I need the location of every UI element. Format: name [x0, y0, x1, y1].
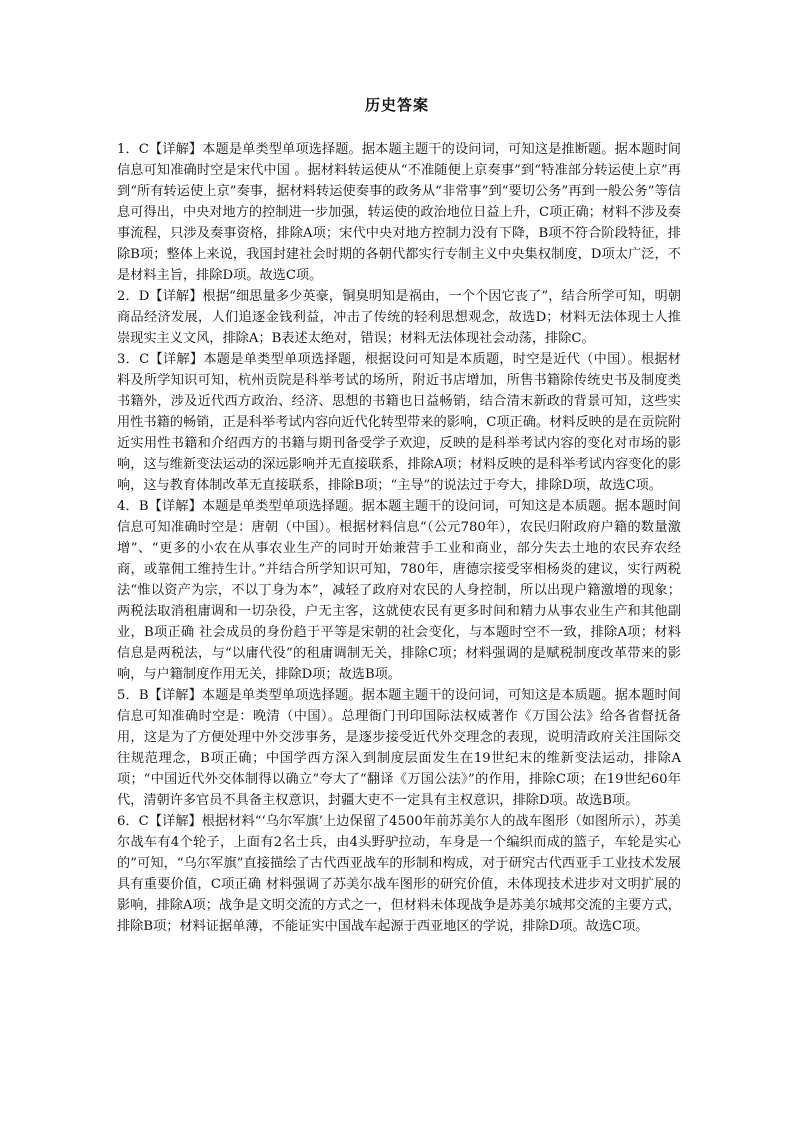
answer-3: 3．C【详解】本题是单类型单项选择题，根据设问可知是本质题，时空是近代（中国）。根据材料及所学知识可知，杭州贡院是科举考试的场所，附近书店增加，所售书籍除传统史书及制度类书籍外，涉及近代西方政治、经济、思想的书籍也日益畅销，结合清末新政的背景可知，这些实用性书籍的畅销，正是科举考试内容向近代化转型带来的影响，C项正确。材料反映的是在贡院附近实用性书籍和介绍西方的书籍与期刊备受学子欢迎，反映的是科举考试内容的变化对市场的影响，这与维新变法运动的深远影响并无直接联系，排除A项；材料反映的是科举考试内容变化的影响，这与教育体制改革无直接联系，排除B项；“主导”的说法过于夸大，排除D项，故选C项。 [117, 352, 681, 493]
answer-6: 6．C【详解】根据材料“‘乌尔军旗’上边保留了4500年前苏美尔人的战车图形（如图所示），苏美尔战车有4个轮子，上面有2名士兵，由4头野驴拉动，车身是一个编织而成的篮子，车轮是实心的”可知，“乌尔军旗”直接描绘了古代西亚战车的形制和构成，对于研究古代西亚手工业技术发展具有重要价值，C项正确 材料强调了苏美尔战车图形的研究价值，未体现技术进步对文明扩展的影响，排除A项；战争是文明交流的方式之一，但材料未体现战争是苏美尔城邦交流的主要方式，排除B项；材料证据单薄，不能证实中国战车起源于西亚地区的学说，排除D项。故选C项。 [117, 814, 681, 934]
page-title: 历史答案 [364, 96, 429, 114]
answer-1: 1．C【详解】本题是单类型单项选择题。据本题主题干的设问词，可知这是推断题。据本题时间信息可知准确时空是宋代中国 。据材料转运使从“不准随便上京奏事”到“特准部分转运使上京”再到“所有转运使上京”奏事，据材料转运使奏事的政务从“非常事”到“要切公务”再到一般公务”等信息可得出，中央对地方的控制进一步加强，转运使的政治地位日益上升，C项正确；材料不涉及奏事流程，只涉及奏事资格，排除A项；宋代中央对地方控制力没有下降，B项不符合阶段特征，排除B项；整体上来说，我国封建社会时期的各朝代都实行专制主义中央集权制度，D项太广泛，不是材料主旨，排除D项。故选C项。 [117, 142, 681, 283]
answer-5: 5．B【详解】本题是单类型单项选择题。据本题主题干的设问词，可知这是本质题。据本题时间信息可知准确时空是：晚清（中国）。总理衙门刊印国际法权威著作《万国公法》给各省督抚备用，这是为了方便处理中外交涉事务，是逐步接受近代外交理念的表现，说明清政府关注国际交往规范理念，B项正确；中国学西方深入到制度层面发生在19世纪末的维新变法运动，排除A项；“中国近代外交体制得以确立”夸大了“翻译《万国公法》”的作用，排除C项；在19世纪60年代，清朝许多官员不具备主权意识，封疆大吏不一定具有主权意识，排除D项。故选B项。 [117, 688, 681, 808]
answer-2: 2．D【详解】根据“细思量多少英豪，铜臭明知是祸由，一个个因它丧了”，结合所学可知，明朝商品经济发展，人们追逐金钱利益，冲击了传统的轻利思想观念，故选D；材料无法体现士人推崇现实主义文风，排除A；B表述太绝对，错误；材料无法体现社会动荡，排除C。 [117, 289, 681, 346]
answer-4: 4．B【详解】本题是单类型单项选择题。据本题主题干的设问词，可知这是本质题。据本题时间信息可知准确时空是：唐朝（中国）。根据材料信息“（公元780年），农民归附政府户籍的数量激增”、“更多的小农在从事农业生产的同时开始兼营手工业和商业，部分失去土地的农民弃农经商，或靠佣工维持生计。”并结合所学知识可知，780年，唐德宗接受宰相杨炎的建议，实行两税法“惟以资产为宗，不以丁身为本”，减轻了政府对农民的人身控制，所以出现户籍激增的现象；两税法取消租庸调和一切杂役，户无主客，这就使农民有更多时间和精力从事农业生产和其他副业，B项正确 社会成员的身份趋于平等是宋朝的社会变化，与本题时空不一致，排除A项；材料信息是两税法，与“以庸代役”的租庸调制无关，排除C项；材料强调的是赋税制度改革带来的影响，与户籍制度作用无关，排除D项；故选B项。 [117, 499, 681, 682]
answer-list [117, 139, 681, 937]
